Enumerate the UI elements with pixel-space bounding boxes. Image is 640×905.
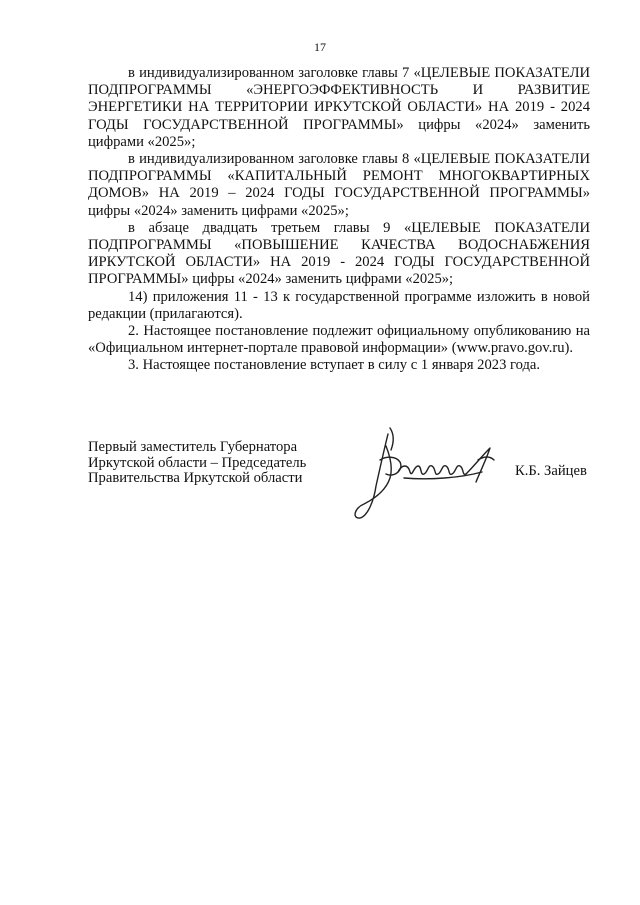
paragraph-chapter-9: в абзаце двадцать третьем главы 9 «ЦЕЛЕВЫЕ ПОКАЗАТЕЛИ ПОДПРОГРАММЫ «ПОВЫШЕНИЕ КАЧЕСТВА ВОДОСНАБЖЕНИЯ ИРКУТСКОЙ ОБЛАСТИ» НА 2019 - 2024 ГОДЫ ГОСУДАРСТВЕННОЙ ПРОГРАММЫ» цифры «2024» заменить цифрами «2025»; [88,219,590,288]
signatory-position-line: Правительства Иркутской области [88,470,303,486]
document-body [88,65,590,375]
paragraph-appendices: 14) приложения 11 - 13 к государственной программе изложить в новой редакции (прилагаются). [88,288,590,322]
paragraph-chapter-8: в индивидуализированном заголовке главы 8 «ЦЕЛЕВЫЕ ПОКАЗАТЕЛИ ПОДПРОГРАММЫ «КАПИТАЛЬНЫЙ РЕМОНТ МНОГОКВАРТИРНЫХ ДОМОВ» НА 2019 – 2024 ГОДЫ ГОСУДАРСТВЕННОЙ ПРОГРАММЫ» цифры «2024» заменить цифрами «2025»; [88,151,590,219]
signatory-name: К.Б. Зайцев [515,463,587,479]
paragraph-publication: 2. Настоящее постановление подлежит официальному опубликованию на «Официальном интернет-портале правовой информации» (www.pravo.gov.ru). [88,323,590,357]
signatory-position-line: Иркутской области – Председатель [88,454,307,471]
signatory-position-line: Первый заместитель Губернатора [88,439,298,455]
page-number: 17 [314,40,326,54]
signatory-position [88,440,333,487]
handwritten-signature [350,420,510,530]
paragraph-chapter-7: в индивидуализированном заголовке главы 7 «ЦЕЛЕВЫЕ ПОКАЗАТЕЛИ ПОДПРОГРАММЫ «ЭНЕРГОЭФФЕКТИВНОСТЬ И РАЗВИТИЕ ЭНЕРГЕТИКИ НА ТЕРРИТОРИИ ИРКУТСКОЙ ОБЛАСТИ» НА 2019 - 2024 ГОДЫ ГОСУДАРСТВЕННОЙ ПРОГРАММЫ» цифры «2024» заменить цифрами «2025»; [88,65,590,150]
paragraph-effective-date: 3. Настоящее постановление вступает в силу с 1 января 2023 года. [128,357,541,374]
